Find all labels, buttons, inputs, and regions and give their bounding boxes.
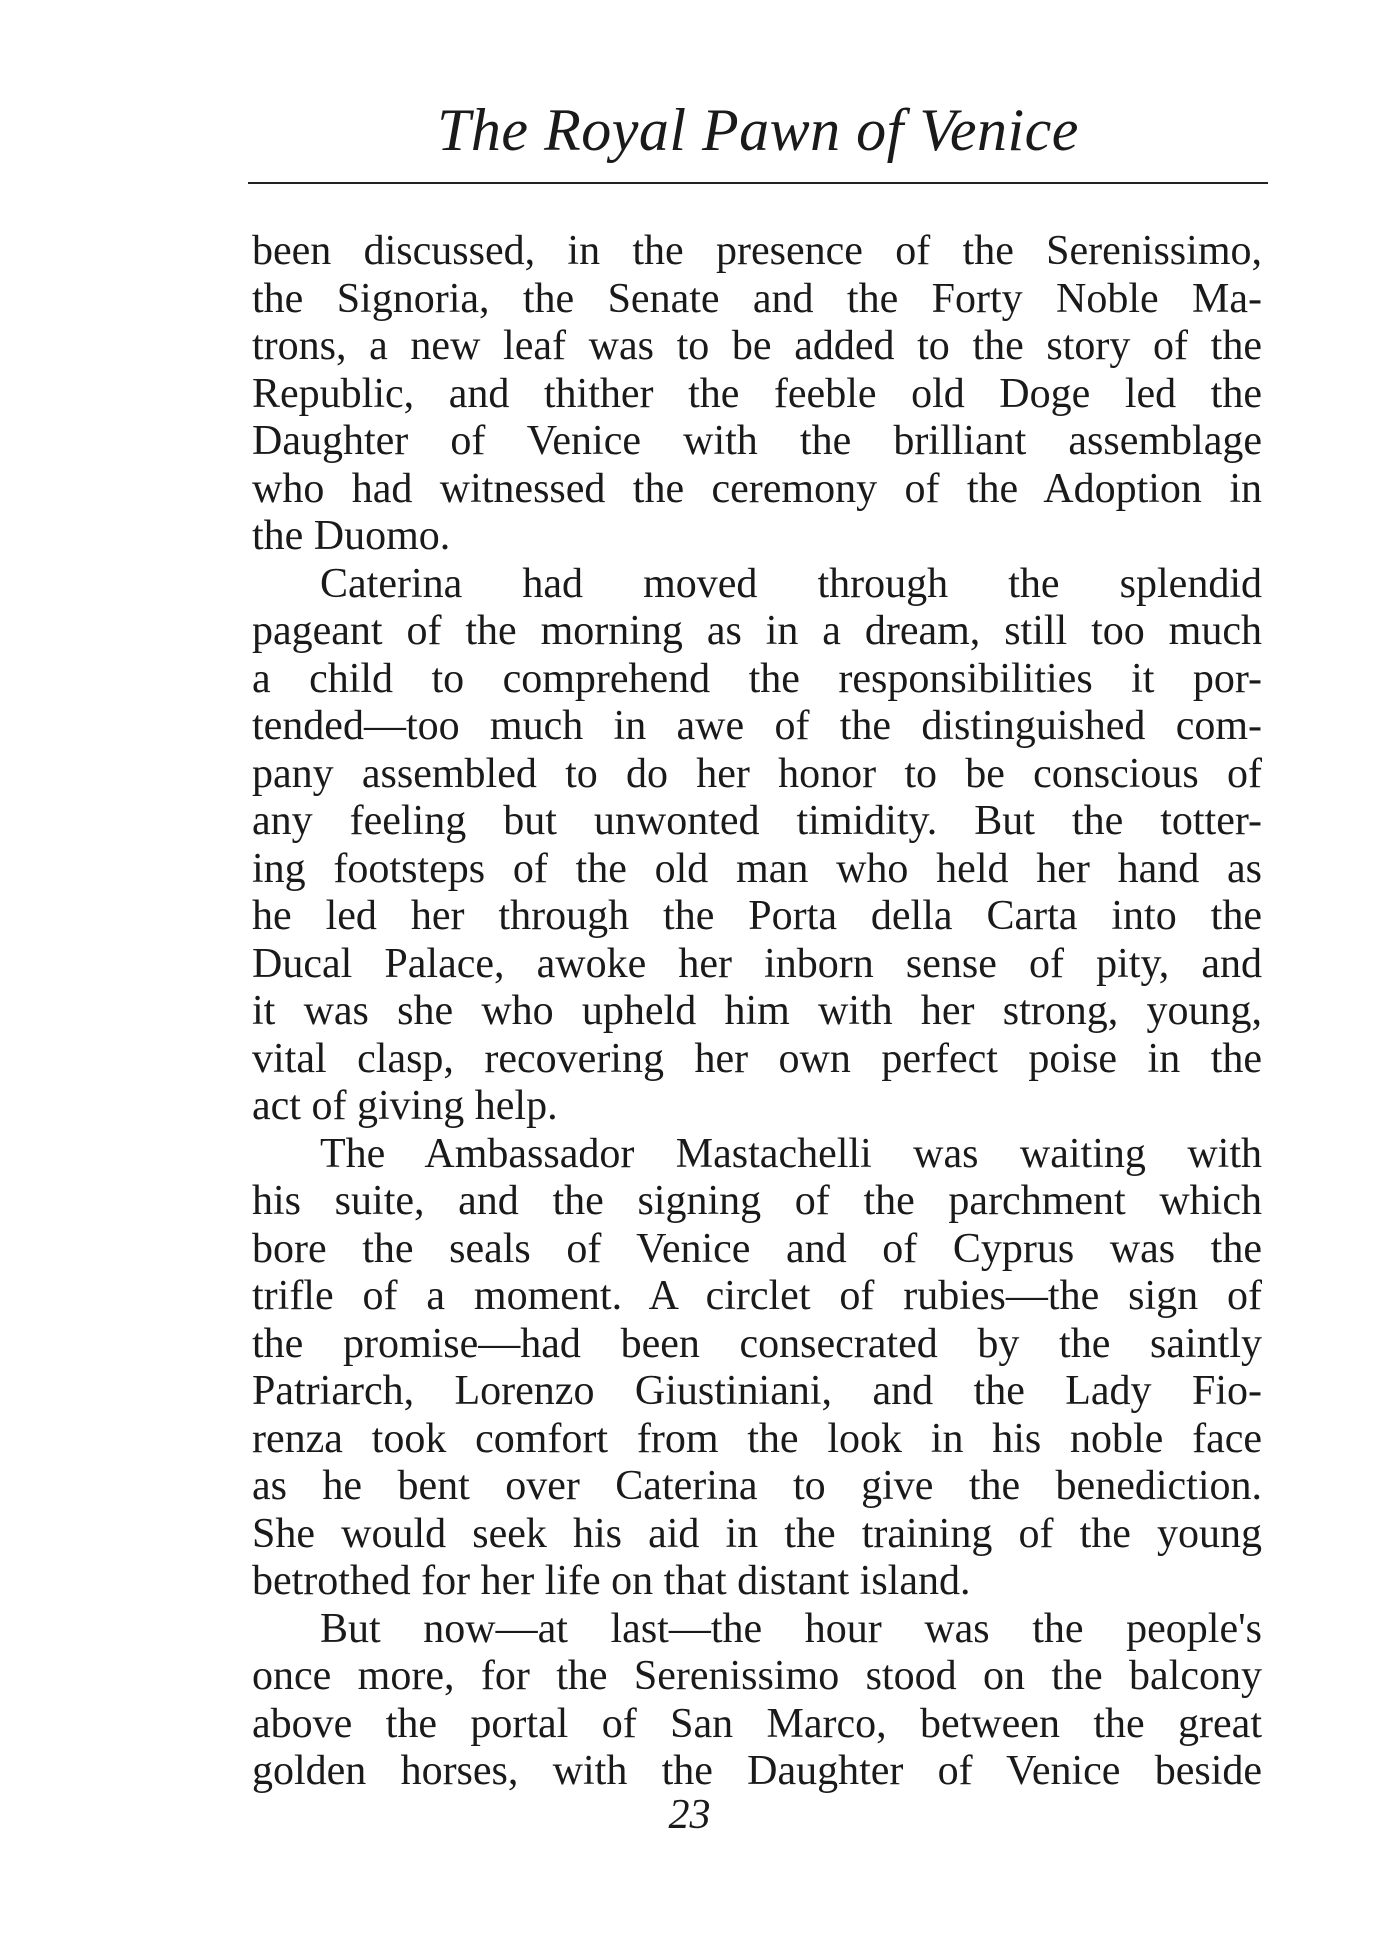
text-line: pany assembled to do her honor to be conscious of: [252, 750, 1262, 797]
text-line: vital clasp, recovering her own perfect poise in the: [252, 1035, 1262, 1082]
text-line: once more, for the Serenissimo stood on the balcony: [252, 1653, 1262, 1699]
text-line: bore the seals of Venice and of Cyprus was the: [252, 1225, 1262, 1272]
text-line: Caterina had moved through the splendid: [320, 560, 1262, 607]
text-line: golden horses, with the Daughter of Venice beside: [252, 1748, 1262, 1794]
text-line: Patriarch, Lorenzo Giustiniani, and the Lady Fio-: [252, 1368, 1262, 1414]
text-line: Ducal Palace, awoke her inborn sense of pity, and: [252, 940, 1262, 987]
header-rule: [248, 182, 1268, 184]
text-line: Republic, and thither the feeble old Doge led the: [252, 370, 1262, 417]
text-line: as he bent over Caterina to give the benediction.: [252, 1463, 1262, 1509]
text-line: any feeling but unwonted timidity. But the totter-: [252, 798, 1262, 844]
text-line: it was she who upheld him with her strong, young,: [252, 988, 1262, 1034]
text-line: the Signoria, the Senate and the Forty Noble Ma-: [252, 275, 1262, 322]
text-line: But now—at last—the hour was the people's: [320, 1605, 1262, 1652]
text-line: the Duomo.: [252, 513, 451, 559]
text-line: renza took comfort from the look in his noble face: [252, 1415, 1262, 1462]
text-line: pageant of the morning as in a dream, still too much: [252, 608, 1262, 654]
text-line: the promise—had been consecrated by the saintly: [252, 1320, 1262, 1367]
text-line: The Ambassador Mastachelli was waiting with: [320, 1130, 1262, 1177]
text-line: tended—too much in awe of the distinguished com-: [252, 703, 1262, 749]
text-line: who had witnessed the ceremony of the Adoption in: [252, 465, 1262, 512]
body-text: [252, 228, 1262, 1796]
page-number: 23: [668, 1792, 711, 1838]
text-line: ing footsteps of the old man who held her hand as: [252, 845, 1262, 892]
text-line: Daughter of Venice with the brilliant assemblage: [252, 418, 1262, 464]
text-line: he led her through the Porta della Carta into the: [252, 893, 1262, 939]
text-line: a child to comprehend the responsibilities it por-: [252, 655, 1262, 702]
text-line: his suite, and the signing of the parchment which: [252, 1178, 1262, 1224]
text-line: She would seek his aid in the training of the young: [252, 1510, 1262, 1557]
text-line: trifle of a moment. A circlet of rubies—the sign of: [252, 1273, 1262, 1319]
text-line: been discussed, in the presence of the Serenissimo,: [252, 228, 1262, 274]
running-head: The Royal Pawn of Venice: [437, 97, 1079, 163]
text-line: trons, a new leaf was to be added to the story of the: [252, 323, 1262, 369]
text-line: act of giving help.: [252, 1083, 558, 1129]
text-line: betrothed for her life on that distant island.: [252, 1558, 971, 1604]
text-line: above the portal of San Marco, between the great: [252, 1700, 1262, 1747]
